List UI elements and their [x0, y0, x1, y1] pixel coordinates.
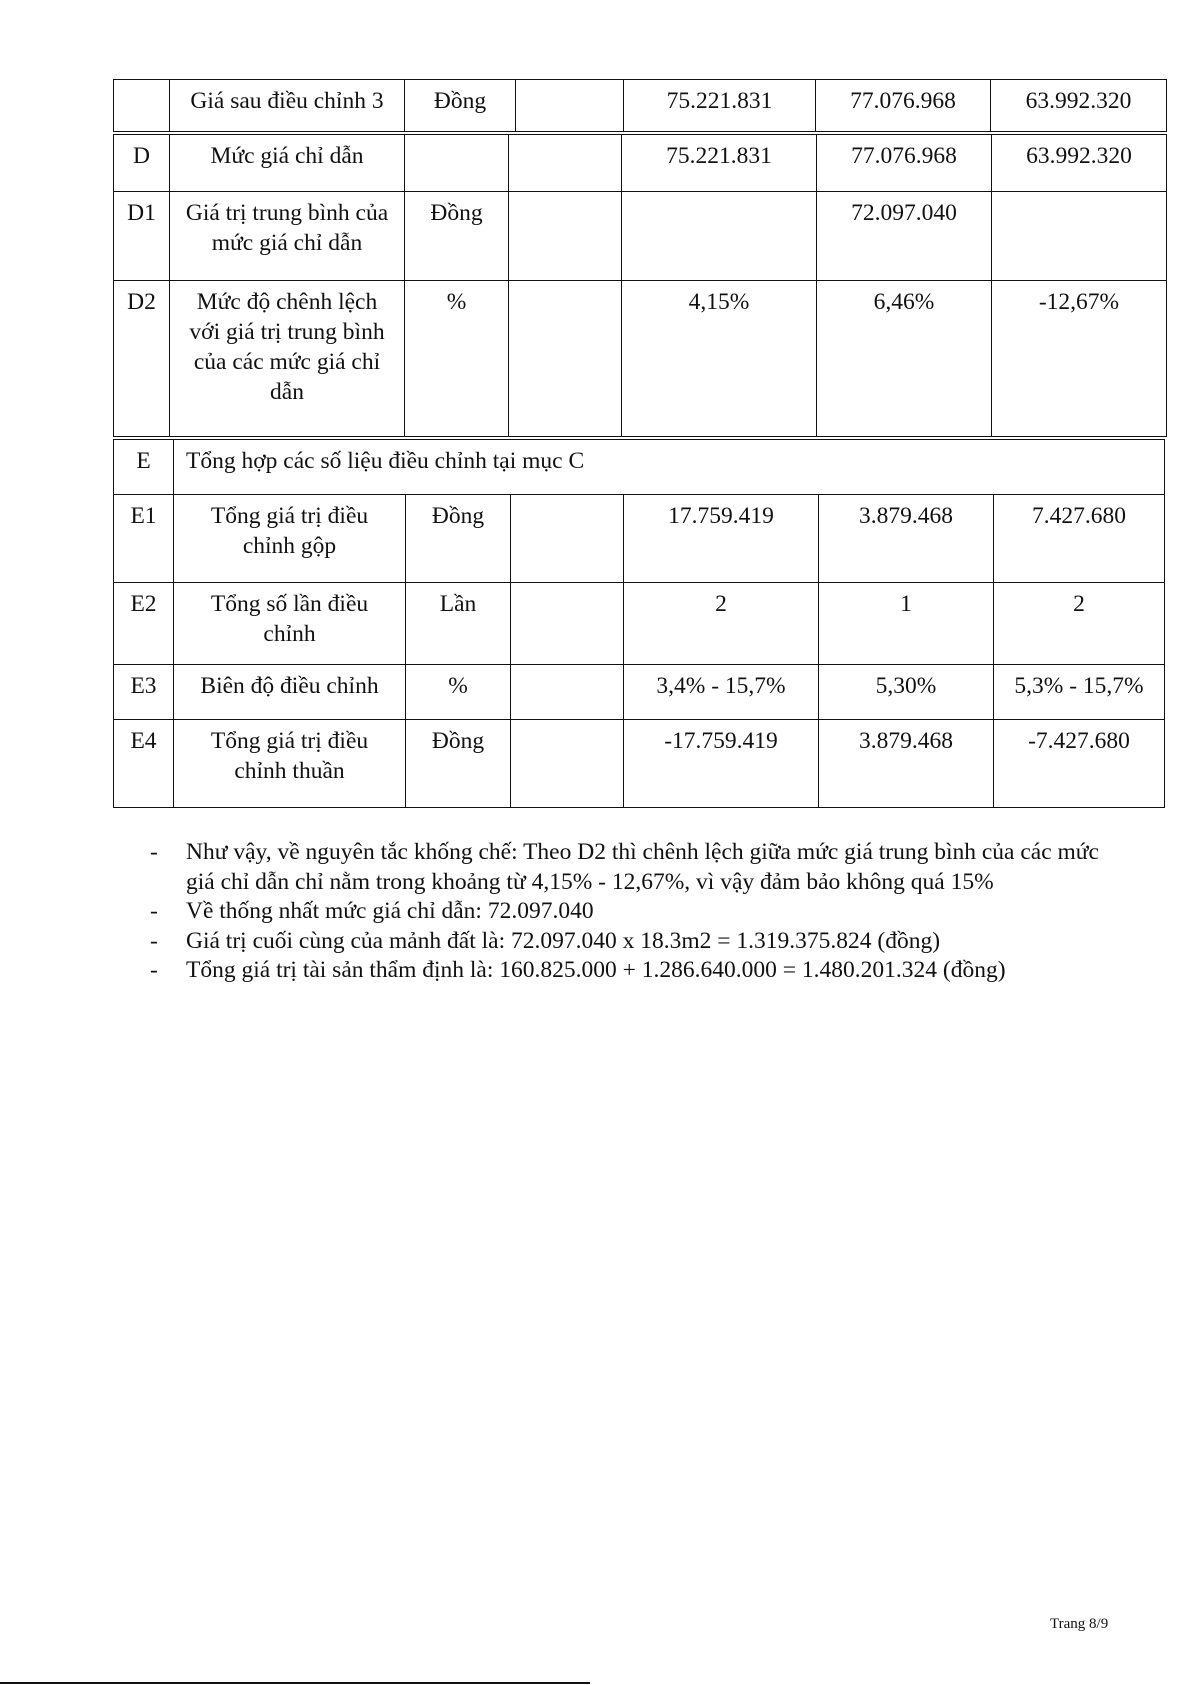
table-row-e — [114, 440, 1165, 495]
cell-value-2: 6,46% — [817, 281, 992, 437]
cell-empty — [509, 135, 622, 192]
cell-label: Mức giá chỉ dẫn — [170, 135, 405, 192]
cell-label: Tổng giá trị điều chỉnh gộp — [174, 495, 406, 583]
cell-empty — [511, 665, 624, 720]
cell-section-title: Tổng hợp các số liệu điều chỉnh tại mục C — [174, 440, 1165, 495]
cell-unit: Lần — [406, 583, 511, 665]
cell-empty — [511, 583, 624, 665]
cell-code: D2 — [114, 281, 170, 437]
list-item — [148, 956, 1108, 986]
adjustment-summary-table — [113, 439, 1165, 808]
cell-code: E2 — [114, 583, 174, 665]
cell-code: D1 — [114, 192, 170, 281]
cell-code: E1 — [114, 495, 174, 583]
bullet-dash: - — [150, 898, 158, 924]
table-row-e1 — [114, 495, 1165, 583]
cell-value-1: 17.759.419 — [624, 495, 819, 583]
cell-empty — [509, 192, 622, 281]
table-row-d2 — [114, 281, 1167, 437]
footer-divider — [0, 1682, 590, 1684]
cell-empty — [509, 281, 622, 437]
cell-value-1: 75.221.831 — [624, 80, 816, 132]
cell-unit-empty — [405, 135, 509, 192]
cell-code: D — [114, 135, 170, 192]
adjusted-price-table — [113, 79, 1167, 132]
cell-value-1: 3,4% - 15,7% — [624, 665, 819, 720]
cell-unit: Đồng — [405, 80, 516, 132]
cell-empty — [622, 192, 817, 281]
cell-value-2: 77.076.968 — [816, 80, 991, 132]
cell-value-3: 7.427.680 — [994, 495, 1165, 583]
table-row-e3 — [114, 665, 1165, 720]
cell-value-2: 3.879.468 — [819, 495, 994, 583]
note-text: Giá trị cuối cùng của mảnh đất là: 72.097.040 x 18.3m2 = 1.319.375.824 (đồng) — [186, 927, 941, 954]
cell-value-3: 63.992.320 — [992, 135, 1167, 192]
cell-unit: Đồng — [406, 720, 511, 808]
list-item — [148, 897, 1108, 927]
cell-value-1: 2 — [624, 583, 819, 665]
cell-code: E — [114, 440, 174, 495]
cell-unit: Đồng — [406, 495, 511, 583]
conclusion-notes — [148, 838, 1108, 986]
bullet-dash: - — [150, 927, 158, 954]
cell-unit: % — [406, 665, 511, 720]
cell-label: Tổng giá trị điều chỉnh thuần — [174, 720, 406, 808]
cell-value-2: 3.879.468 — [819, 720, 994, 808]
cell-value-2: 5,30% — [819, 665, 994, 720]
table-row-d — [114, 135, 1167, 192]
cell-value-1: 4,15% — [622, 281, 817, 437]
page-number: Trang 8/9 — [1050, 1616, 1109, 1632]
list-item — [148, 838, 1108, 897]
cell-empty — [516, 80, 624, 132]
table-row-d1 — [114, 192, 1167, 281]
cell-label: Giá trị trung bình của mức giá chỉ dẫn — [170, 192, 405, 281]
table-row-e2 — [114, 583, 1165, 665]
cell-empty — [511, 495, 624, 583]
cell-label: Mức độ chênh lệch với giá trị trung bình của các mức giá chỉ dẫn — [170, 281, 405, 437]
cell-unit: % — [405, 281, 509, 437]
note-text: Tổng giá trị tài sản thẩm định là: 160.825.000 + 1.286.640.000 = 1.480.201.324 (đồng) — [186, 957, 1006, 983]
cell-empty — [511, 720, 624, 808]
cell-label: Biên độ điều chỉnh — [174, 665, 406, 720]
cell-empty — [992, 192, 1167, 281]
bullet-dash: - — [150, 839, 158, 865]
note-text: Như vậy, về nguyên tắc khống chế: Theo D2 thì chênh lệch giữa mức giá trung bình của các mức giá chỉ dẫn chỉ nằm trong khoảng từ 4,15% - 12,67%, vì vậy đảm bảo không quá 15% — [186, 839, 1099, 895]
cell-unit: Đồng — [405, 192, 509, 281]
cell-value-3: 63.992.320 — [991, 80, 1167, 132]
cell-value-1: -17.759.419 — [624, 720, 819, 808]
cell-value-3: -12,67% — [992, 281, 1167, 437]
table-row-e4 — [114, 720, 1165, 808]
indicative-price-table — [113, 134, 1167, 437]
bullet-dash: - — [150, 957, 158, 983]
cell-average-value: 72.097.040 — [817, 192, 992, 281]
cell-value-3: 5,3% - 15,7% — [994, 665, 1165, 720]
cell-value-2: 77.076.968 — [817, 135, 992, 192]
cell-code: E4 — [114, 720, 174, 808]
cell-label: Tổng số lần điều chỉnh — [174, 583, 406, 665]
cell-code-empty — [114, 80, 170, 132]
cell-value-3: 2 — [994, 583, 1165, 665]
cell-value-2: 1 — [819, 583, 994, 665]
note-text: Về thống nhất mức giá chỉ dẫn: 72.097.040 — [186, 898, 594, 924]
cell-value-3: -7.427.680 — [994, 720, 1165, 808]
cell-value-1: 75.221.831 — [622, 135, 817, 192]
list-item — [148, 927, 1108, 957]
table-row-adjusted-price-3 — [114, 80, 1167, 132]
cell-code: E3 — [114, 665, 174, 720]
cell-label: Giá sau điều chỉnh 3 — [170, 80, 405, 132]
